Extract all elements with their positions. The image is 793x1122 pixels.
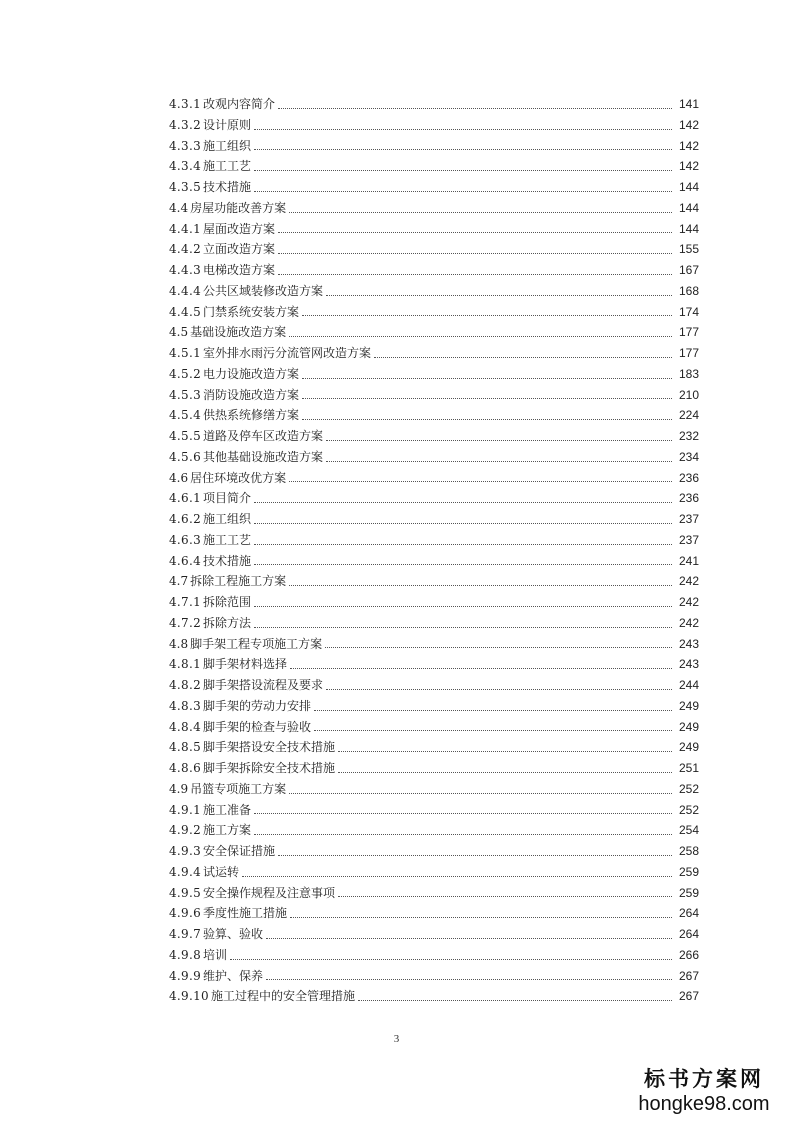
toc-entry-page: 210 [678,387,699,402]
toc-entry-title: 居住环境改优方案 [190,470,287,485]
toc-entry[interactable] [169,758,699,779]
toc-entry[interactable] [169,924,699,945]
toc-entry-page: 177 [678,325,699,340]
toc-entry-title: 脚手架材料选择 [203,657,288,672]
toc-entry-title: 施工工艺 [203,532,252,547]
toc-entry-number: 4.9.4 [169,864,202,879]
toc-entry-page: 236 [678,470,699,485]
toc-entry-number: 4.9.10 [169,989,209,1004]
toc-entry-page: 232 [678,429,699,443]
toc-dot-leader [302,397,672,399]
toc-dot-leader [254,501,672,503]
toc-entry-page: 252 [678,781,699,796]
toc-entry-title: 屋面改造方案 [203,221,276,236]
toc-entry-title: 施工工艺 [203,159,252,174]
toc-entry-title: 脚手架工程专项施工方案 [190,636,323,651]
toc-dot-leader [254,128,672,130]
toc-entry[interactable] [169,800,699,821]
page-number: 3 [393,1033,400,1045]
toc-entry-title: 施工方案 [203,823,252,838]
toc-entry-title: 消防设施改造方案 [203,387,300,402]
toc-entry-page: 144 [678,221,699,236]
toc-entry-title: 改观内容简介 [203,97,276,111]
toc-entry-page: 144 [678,200,699,215]
toc-entry-page: 142 [678,138,699,153]
toc-entry[interactable] [169,903,699,924]
toc-entry[interactable] [169,94,699,115]
toc-entry-number: 4.5.2 [169,366,202,381]
toc-entry-number: 4.8.5 [169,740,202,755]
toc-entry-page: 242 [678,574,699,589]
toc-entry-number: 4.5.6 [169,449,202,464]
toc-entry-title: 施工准备 [203,802,252,817]
toc-entry-page: 249 [678,698,699,713]
toc-entry-page: 259 [678,864,699,879]
watermark-url: hongke98.com [638,1093,770,1115]
toc-entry[interactable] [169,613,699,634]
toc-entry[interactable] [169,862,699,883]
toc-dot-leader [254,626,672,628]
toc-entry[interactable] [169,426,699,447]
toc-entry[interactable] [169,509,699,530]
toc-entry-number: 4.3.4 [169,159,202,174]
toc-entry[interactable] [169,820,699,841]
toc-entry-title: 脚手架拆除安全技术措施 [203,761,336,775]
toc-dot-leader [278,107,672,109]
toc-dot-leader [338,750,672,752]
toc-entry-number: 4.9.6 [169,906,202,921]
toc-entry-page: 264 [678,927,699,941]
toc-entry-title: 安全保证措施 [203,844,276,858]
toc-entry-title: 公共区域装修改造方案 [203,283,324,298]
toc-entry[interactable] [169,779,699,800]
toc-dot-leader [254,190,672,192]
toc-entry[interactable] [169,447,699,468]
toc-entry-page: 224 [678,408,699,423]
toc-entry-number: 4.5.5 [169,429,202,443]
toc-entry-title: 房屋功能改善方案 [190,200,287,215]
toc-entry[interactable] [169,634,699,655]
toc-entry-number: 4.3.5 [169,180,202,194]
toc-entry-title: 脚手架搭设安全技术措施 [203,740,336,755]
toc-entry-page: 237 [678,532,699,547]
toc-entry-title: 验算、验收 [203,927,264,941]
toc-dot-leader [289,335,672,337]
toc-entry-title: 设计原则 [203,117,252,132]
toc-entry-page: 242 [678,595,699,609]
toc-entry-number: 4.9 [169,781,189,796]
toc-entry[interactable] [169,385,699,406]
toc-entry-number: 4.5.1 [169,346,202,360]
toc-dot-leader [254,833,672,835]
toc-entry[interactable] [169,592,699,613]
toc-entry-page: 142 [678,159,699,174]
toc-entry[interactable] [169,737,699,758]
toc-entry-title: 培训 [203,947,228,962]
toc-dot-leader [254,812,672,814]
toc-entry-page: 252 [678,802,699,817]
toc-entry[interactable] [169,883,699,904]
toc-entry-number: 4.6 [169,470,189,485]
toc-entry-title: 脚手架的检查与验收 [203,719,312,734]
toc-entry-title: 技术措施 [203,180,252,194]
toc-entry-number: 4.4.4 [169,283,202,298]
toc-entry-title: 技术措施 [203,553,252,568]
toc-entry-number: 4.8 [169,636,189,651]
toc-entry-number: 4.4.3 [169,263,202,277]
toc-dot-leader [266,978,672,980]
toc-entry[interactable] [169,986,699,1007]
toc-entry-title: 室外排水雨污分流管网改造方案 [203,346,372,360]
toc-entry-number: 4.9.8 [169,947,202,962]
toc-entry-title: 电梯改造方案 [203,263,276,277]
toc-entry-number: 4.4.1 [169,221,202,236]
toc-entry[interactable] [169,364,699,385]
toc-entry-page: 267 [678,989,699,1004]
toc-entry[interactable] [169,115,699,136]
toc-entry-title: 立面改造方案 [203,242,276,257]
toc-dot-leader [314,729,672,731]
toc-entry-number: 4.8.1 [169,657,202,672]
toc-entry-number: 4.8.3 [169,698,202,713]
toc-entry-number: 4.9.1 [169,802,202,817]
table-of-contents [169,94,699,1007]
toc-entry-page: 167 [678,263,699,277]
toc-entry-page: 244 [678,678,699,692]
toc-dot-leader [254,605,672,607]
toc-entry[interactable] [169,156,699,177]
toc-entry-title: 维护、保养 [203,968,264,983]
toc-entry[interactable] [169,322,699,343]
toc-dot-leader [278,854,672,856]
toc-dot-leader [254,543,672,545]
toc-entry-title: 试运转 [203,864,240,879]
toc-entry[interactable] [169,571,699,592]
toc-entry-page: 168 [678,283,699,298]
toc-dot-leader [326,460,672,462]
toc-entry-number: 4.8.6 [169,761,202,775]
toc-entry[interactable] [169,966,699,987]
toc-dot-leader [289,792,672,794]
toc-entry[interactable] [169,551,699,572]
watermark-name: 标书方案网 [644,1067,764,1091]
toc-entry-page: 258 [678,844,699,858]
toc-entry-number: 4.9.2 [169,823,202,838]
toc-dot-leader [290,916,672,918]
toc-dot-leader [278,252,672,254]
toc-entry[interactable] [169,136,699,157]
toc-dot-leader [254,522,672,524]
toc-entry-title: 脚手架的劳动力安排 [203,698,312,713]
toc-entry[interactable] [169,468,699,489]
toc-entry-number: 4.9.5 [169,885,202,900]
toc-entry-title: 道路及停车区改造方案 [203,429,324,443]
toc-entry-number: 4.5 [169,325,189,340]
toc-entry-number: 4.3.3 [169,138,202,153]
toc-entry-title: 施工组织 [203,138,252,153]
toc-entry-number: 4.7.1 [169,595,202,609]
toc-dot-leader [289,584,672,586]
toc-entry-number: 4.3.1 [169,97,202,111]
toc-entry-title: 拆除工程施工方案 [190,574,287,589]
toc-entry[interactable] [169,198,699,219]
toc-entry[interactable] [169,177,699,198]
toc-entry-number: 4.8.2 [169,678,202,692]
toc-entry[interactable] [169,488,699,509]
toc-entry-number: 4.5.4 [169,408,202,423]
toc-entry-page: 183 [678,366,699,381]
toc-entry-title: 施工组织 [203,512,252,526]
toc-entry-page: 236 [678,491,699,506]
toc-entry[interactable] [169,281,699,302]
toc-entry-title: 施工过程中的安全管理措施 [210,989,355,1004]
toc-entry-number: 4.9.3 [169,844,202,858]
toc-entry[interactable] [169,219,699,240]
toc-entry-title: 电力设施改造方案 [203,366,300,381]
toc-entry-number: 4.8.4 [169,719,202,734]
toc-entry[interactable] [169,717,699,738]
toc-entry-title: 供热系统修缮方案 [203,408,300,423]
toc-entry-page: 234 [678,449,699,464]
toc-entry-page: 264 [678,906,699,921]
toc-dot-leader [278,273,672,275]
toc-entry-page: 142 [678,117,699,132]
toc-entry-number: 4.6.3 [169,532,202,547]
toc-dot-leader [254,563,672,565]
toc-entry-title: 拆除方法 [203,615,252,630]
toc-entry-title: 安全操作规程及注意事项 [203,885,336,900]
toc-entry-page: 242 [678,615,699,630]
toc-dot-leader [302,377,672,379]
toc-entry-page: 243 [678,657,699,672]
toc-dot-leader [254,169,672,171]
toc-entry-page: 254 [678,823,699,838]
toc-dot-leader [358,999,672,1001]
toc-entry-number: 4.6.4 [169,553,202,568]
toc-entry-page: 251 [678,761,699,775]
toc-dot-leader [326,294,672,296]
toc-entry[interactable] [169,302,699,323]
toc-entry-title: 吊篮专项施工方案 [190,781,287,796]
toc-dot-leader [314,709,672,711]
toc-dot-leader [290,667,672,669]
toc-entry-number: 4.6.2 [169,512,202,526]
toc-dot-leader [338,771,672,773]
watermark-logo [629,1066,779,1116]
toc-entry[interactable] [169,696,699,717]
toc-entry-title: 项目简介 [203,491,252,506]
toc-entry-page: 267 [678,968,699,983]
toc-entry[interactable] [169,654,699,675]
toc-entry-number: 4.5.3 [169,387,202,402]
toc-entry-page: 237 [678,512,699,526]
toc-entry-page: 141 [678,97,699,111]
toc-entry-number: 4.7 [169,574,189,589]
toc-entry-number: 4.6.1 [169,491,202,506]
toc-entry[interactable] [169,239,699,260]
toc-entry-page: 155 [678,242,699,257]
toc-dot-leader [278,231,672,233]
toc-entry[interactable] [169,945,699,966]
toc-entry-title: 门禁系统安装方案 [203,304,300,319]
toc-entry-title: 拆除范围 [203,595,252,609]
toc-entry-title: 脚手架搭设流程及要求 [203,678,324,692]
toc-entry-page: 241 [678,553,699,568]
toc-entry-page: 177 [678,346,699,360]
toc-entry-title: 季度性施工措施 [203,906,288,921]
toc-entry-number: 4.3.2 [169,117,202,132]
toc-dot-leader [254,148,672,150]
toc-entry-page: 259 [678,885,699,900]
toc-dot-leader [338,895,672,897]
toc-dot-leader [266,937,672,939]
toc-entry[interactable] [169,841,699,862]
toc-entry-number: 4.9.9 [169,968,202,983]
toc-dot-leader [374,356,672,358]
toc-entry-page: 266 [678,947,699,962]
toc-dot-leader [289,480,672,482]
toc-dot-leader [326,688,672,690]
toc-entry-number: 4.4.2 [169,242,202,257]
toc-entry[interactable] [169,343,699,364]
toc-entry-title: 基础设施改造方案 [190,325,287,340]
toc-entry-page: 249 [678,719,699,734]
toc-entry-page: 174 [678,304,699,319]
toc-entry[interactable] [169,405,699,426]
toc-entry[interactable] [169,260,699,281]
toc-entry-number: 4.9.7 [169,927,202,941]
toc-entry-page: 243 [678,636,699,651]
toc-entry-number: 4.7.2 [169,615,202,630]
toc-dot-leader [289,211,672,213]
toc-entry-title: 其他基础设施改造方案 [203,449,324,464]
toc-entry[interactable] [169,530,699,551]
toc-dot-leader [325,646,672,648]
toc-entry[interactable] [169,675,699,696]
toc-entry-number: 4.4.5 [169,304,202,319]
toc-dot-leader [242,875,672,877]
toc-entry-number: 4.4 [169,200,189,215]
toc-entry-page: 249 [678,740,699,755]
toc-entry-page: 144 [678,180,699,194]
toc-dot-leader [326,439,672,441]
toc-dot-leader [302,418,672,420]
toc-dot-leader [302,314,672,316]
toc-dot-leader [230,958,672,960]
